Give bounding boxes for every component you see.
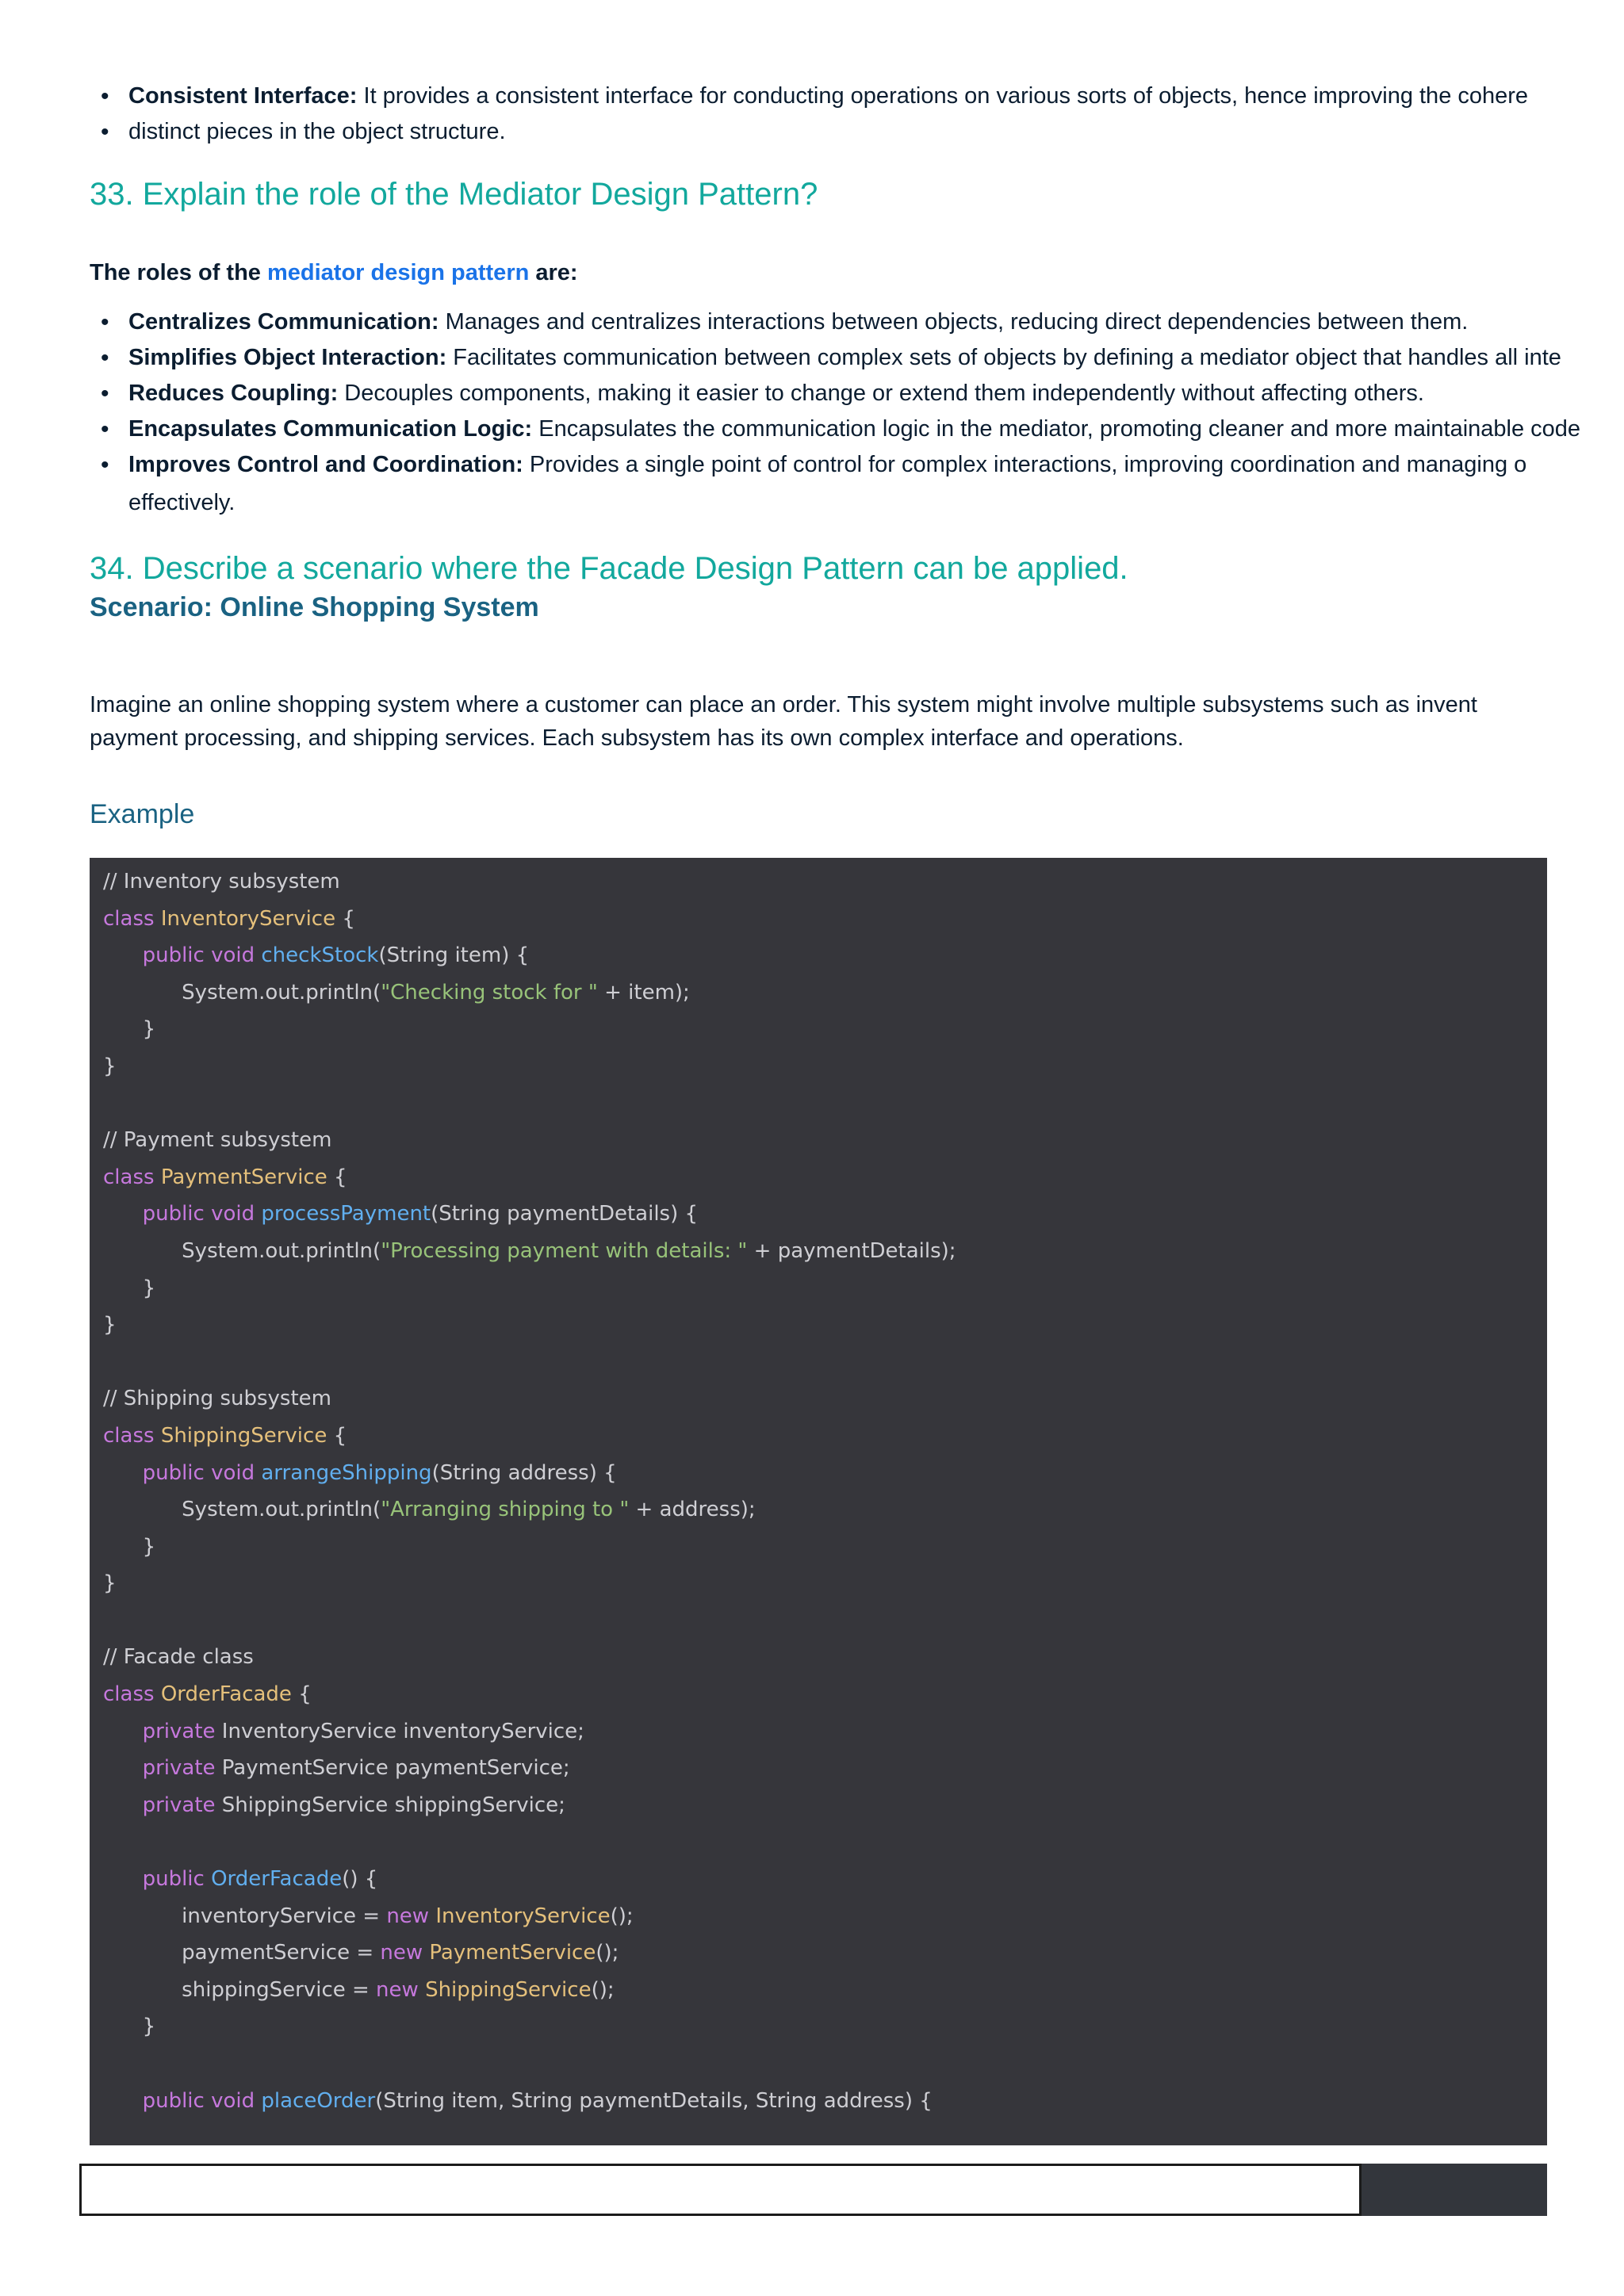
- bullet-term: Simplifies Object Interaction:: [128, 345, 447, 370]
- code-line: [103, 1529, 1534, 1566]
- bullet-text: Decouples components, making it easier to change or extend them independently without affecting others.: [338, 381, 1424, 406]
- code-token: ();: [610, 1904, 634, 1928]
- code-line: [103, 1823, 1534, 1861]
- code-token: ();: [596, 1941, 619, 1965]
- code-line: [103, 1159, 1534, 1196]
- code-token: PaymentService paymentService;: [221, 1756, 570, 1781]
- list-item: [90, 447, 1580, 483]
- bullet-text-continuation: distinct pieces in the object structure.: [128, 119, 506, 144]
- code-token: InventoryService: [435, 1904, 611, 1928]
- code-token: ();: [591, 1977, 615, 2002]
- bullet-term: Encapsulates Communication Logic:: [128, 416, 533, 442]
- q33-intro: [90, 255, 578, 290]
- code-token: inventoryService =: [103, 1904, 387, 1928]
- code-token: placeOrder: [261, 2088, 376, 2113]
- code-line: [103, 1048, 1534, 1085]
- code-token: () {: [342, 1867, 378, 1892]
- code-line: [103, 863, 1534, 901]
- list-item: [90, 411, 1580, 447]
- bullet-text: It provides a consistent interface for conducting operations on various sorts of objects, hence improving the cohere: [357, 83, 1529, 109]
- code-token: paymentService =: [103, 1941, 381, 1965]
- code-token: // Inventory subsystem: [103, 870, 340, 894]
- code-line: [103, 2083, 1534, 2120]
- code-token: [103, 1461, 143, 1485]
- code-line: [103, 1565, 1534, 1602]
- code-line: [103, 1713, 1534, 1751]
- code-token: [103, 1867, 143, 1891]
- code-token: class: [103, 1423, 161, 1448]
- code-line: [103, 901, 1534, 938]
- code-token: // Facade class: [103, 1645, 254, 1670]
- code-token: {: [327, 1423, 347, 1448]
- code-token: PaymentService: [160, 1165, 327, 1189]
- code-token: System.out.println(: [103, 980, 381, 1004]
- code-token: (String paymentDetails) {: [431, 1202, 699, 1226]
- code-token: ShippingService: [160, 1423, 327, 1448]
- code-line: [103, 1787, 1534, 1824]
- code-token: new: [386, 1904, 436, 1928]
- code-token: + paymentDetails);: [747, 1238, 956, 1263]
- code-token: public void: [142, 2088, 262, 2113]
- code-token: checkStock: [261, 943, 379, 968]
- example-heading: Example: [90, 799, 195, 829]
- code-token: }: [103, 1054, 117, 1078]
- code-token: class: [103, 1682, 161, 1707]
- bullet-term: Reduces Coupling:: [128, 381, 339, 406]
- code-token: System.out.println(: [103, 1238, 381, 1263]
- list-item-continuation: [90, 114, 1580, 150]
- code-line: [103, 1972, 1534, 2009]
- code-token: OrderFacade: [160, 1682, 292, 1707]
- code-line: [103, 1233, 1534, 1270]
- scenario-subheading: Scenario: Online Shopping System: [90, 592, 539, 622]
- code-line: [103, 1418, 1534, 1455]
- code-line: [103, 1898, 1534, 1935]
- code-line: [103, 1196, 1534, 1233]
- code-token: {: [327, 1165, 347, 1189]
- code-token: (String item, String paymentDetails, String address) {: [375, 2088, 933, 2113]
- bullet-text: Provides a single point of control for complex interactions, improving coordination and managing o: [523, 452, 1527, 477]
- code-token: public: [142, 1867, 212, 1892]
- code-token: System.out.println(: [103, 1498, 381, 1522]
- code-line: [103, 1676, 1534, 1713]
- bottom-dark-button[interactable]: [1362, 2164, 1547, 2216]
- code-token: processPayment: [261, 1202, 431, 1226]
- code-line: [103, 1122, 1534, 1159]
- mediator-pattern-link[interactable]: mediator design pattern: [266, 260, 530, 285]
- code-token: PaymentService: [429, 1941, 596, 1965]
- top-bullet-list: [90, 78, 1580, 150]
- list-item: [90, 340, 1580, 376]
- code-token: OrderFacade: [211, 1867, 343, 1892]
- code-token: }: [103, 1017, 156, 1042]
- code-token: private: [142, 1756, 222, 1781]
- code-line: [103, 2008, 1534, 2045]
- code-token: public void: [142, 943, 262, 968]
- code-line: [103, 1380, 1534, 1418]
- code-token: [103, 1793, 143, 1817]
- code-token: // Shipping subsystem: [103, 1387, 331, 1411]
- code-token: }: [103, 1313, 117, 1337]
- code-token: {: [335, 906, 355, 931]
- code-line: [103, 1491, 1534, 1529]
- scenario-paragraph-line-2: payment processing, and shipping services. Each subsystem has its own complex interface and operations.: [90, 725, 1184, 751]
- code-block: [90, 858, 1547, 2145]
- code-token: [103, 1720, 143, 1743]
- code-token: "Processing payment with details: ": [381, 1238, 748, 1263]
- bottom-bar: [79, 2164, 1547, 2216]
- list-item: [90, 304, 1580, 340]
- bullet-term: Centralizes Communication:: [128, 309, 439, 335]
- list-item: [90, 78, 1580, 114]
- code-line: [103, 937, 1534, 974]
- code-token: arrangeShipping: [261, 1460, 432, 1485]
- code-token: ShippingService: [425, 1977, 592, 2002]
- code-token: InventoryService inventoryService;: [221, 1719, 584, 1743]
- code-token: }: [103, 2015, 156, 2039]
- code-token: public void: [142, 1460, 262, 1485]
- code-line: [103, 1639, 1534, 1676]
- code-line: [103, 1934, 1534, 1972]
- bottom-input-box[interactable]: [79, 2164, 1362, 2216]
- bullet-term: Improves Control and Coordination:: [128, 452, 523, 477]
- bullet-text: Encapsulates the communication logic in the mediator, promoting cleaner and more maintainable code: [532, 416, 1580, 442]
- mediator-roles-list: [90, 304, 1580, 483]
- q33-intro-suffix: are:: [529, 260, 578, 285]
- code-token: public void: [142, 1202, 262, 1226]
- code-line: [103, 1307, 1534, 1344]
- code-token: (String item) {: [378, 943, 530, 968]
- code-line: [103, 1085, 1534, 1123]
- bullet-text: Manages and centralizes interactions between objects, reducing direct dependencies between them.: [439, 309, 1469, 335]
- code-token: + item);: [597, 980, 690, 1004]
- code-token: InventoryService: [160, 906, 336, 931]
- code-token: + address);: [629, 1498, 756, 1522]
- code-token: ShippingService shippingService;: [221, 1793, 565, 1817]
- code-token: [103, 2089, 143, 2113]
- question-34-heading: 34. Describe a scenario where the Facade Design Pattern can be applied.: [90, 551, 1128, 586]
- code-token: new: [376, 1977, 426, 2002]
- code-token: }: [103, 1571, 117, 1596]
- code-line: [103, 1344, 1534, 1381]
- code-token: class: [103, 1165, 161, 1189]
- code-token: class: [103, 906, 161, 931]
- q33-intro-prefix: The roles of the: [90, 260, 267, 285]
- code-line: [103, 2045, 1534, 2083]
- code-token: [103, 943, 143, 967]
- bullet-term: Consistent Interface:: [128, 83, 358, 109]
- code-line: [103, 1750, 1534, 1787]
- code-token: {: [291, 1682, 312, 1707]
- code-line: [103, 1011, 1534, 1048]
- code-token: [103, 1756, 143, 1780]
- bullet-text: Facilitates communication between complex sets of objects by defining a mediator object that handles all inte: [446, 345, 1561, 370]
- code-line: [103, 974, 1534, 1012]
- code-token: private: [142, 1719, 222, 1743]
- code-line: [103, 1602, 1534, 1640]
- code-token: }: [103, 1534, 156, 1559]
- code-token: }: [103, 1276, 156, 1300]
- code-token: (String address) {: [431, 1460, 617, 1485]
- list-item: [90, 376, 1580, 411]
- list-item-continuation: effectively.: [128, 490, 236, 515]
- code-token: [103, 1202, 143, 1226]
- code-token: private: [142, 1793, 222, 1817]
- code-token: // Payment subsystem: [103, 1128, 332, 1153]
- code-token: "Checking stock for ": [381, 980, 598, 1004]
- code-token: shippingService =: [103, 1977, 377, 2002]
- code-line: [103, 1270, 1534, 1307]
- code-token: new: [380, 1941, 430, 1965]
- question-33-heading: 33. Explain the role of the Mediator Design Pattern?: [90, 177, 818, 212]
- code-line: [103, 1861, 1534, 1898]
- code-token: "Arranging shipping to ": [381, 1498, 630, 1522]
- code-line: [103, 1455, 1534, 1492]
- scenario-paragraph-line-1: Imagine an online shopping system where a customer can place an order. This system might involve multiple subsystems such as invent: [90, 692, 1477, 718]
